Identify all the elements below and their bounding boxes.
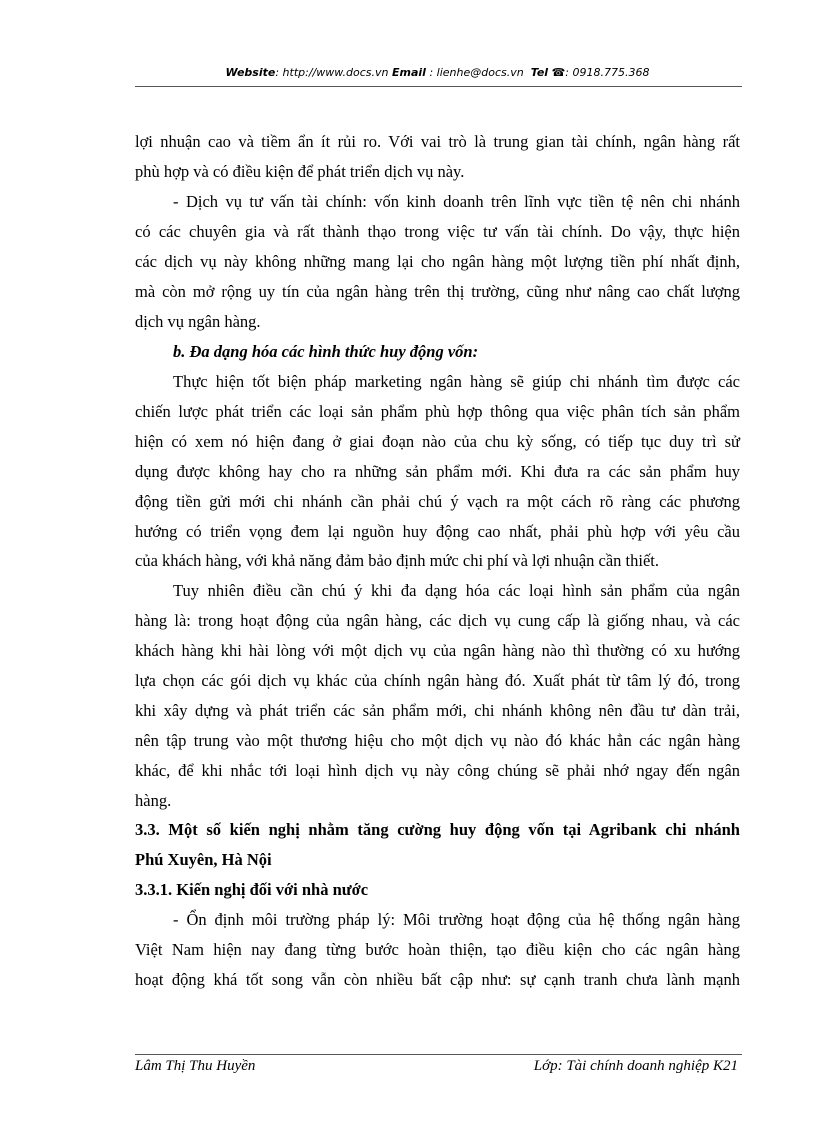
tel-number: : 0918.775.368 — [565, 66, 650, 79]
text-line: hoạt động khá tốt song vẫn còn nhiều bất cập như: sự cạnh tranh chưa lành mạnh — [135, 970, 740, 989]
text-line: khi xây dựng và phát triển các sản phẩm mới, chi nhánh không nên đầu tư dàn trải, — [135, 701, 740, 720]
text-line: khách hàng khi hài lòng với một dịch vụ của ngân hàng nào thì thường có xu hướng — [135, 641, 740, 660]
text-line: mà còn mở rộng uy tín của ngân hàng trên thị trường, cũng như nâng cao chất lượng — [135, 282, 740, 301]
text-line: các dịch vụ này không những mang lại cho ngân hàng một lượng tiền phí nhất định, — [135, 252, 740, 271]
text-line: của khách hàng, với khả năng đảm bảo định mức chi phí và lợi nhuận cần thiết. — [135, 551, 659, 570]
text-line: - Ổn định môi trường pháp lý: Môi trường hoạt động của hệ thống ngân hàng — [173, 910, 740, 929]
website-url: : http://www.docs.vn — [275, 66, 389, 79]
tel-label: Tel — [530, 66, 549, 79]
phone-icon: ☎ — [551, 66, 566, 79]
footer-class: Lớp: Tài chính doanh nghiệp K21 — [533, 1058, 738, 1074]
text-line: có các chuyên gia và rất thành thạo trong việc tư vấn tài chính. Do vậy, thực hiện — [135, 222, 740, 241]
text-line: Tuy nhiên điều cần chú ý khi đa dạng hóa các loại hình sản phẩm của ngân — [173, 581, 740, 600]
text-line: hướng có triển vọng đem lại nguồn huy động cao nhất, phải phù hợp với yêu cầu — [135, 522, 740, 541]
page-header — [135, 66, 740, 79]
text-line: hiện có xem nó hiện đang ở giai đoạn nào của chu kỳ sống, có tiếp tục duy trì sử — [135, 432, 740, 451]
text-line: dụng được không hay cho ra những sản phẩm mới. Khi đưa ra các sản phẩm huy — [135, 462, 740, 481]
text-line: khác, để khi nhắc tới loại hình dịch vụ này công chúng sẽ phải nhớ ngay đến ngân — [135, 761, 740, 780]
text-line: nên tập trung vào một thương hiệu cho một dịch vụ nào đó khác hẳn các ngân hàng — [135, 731, 740, 750]
text-line: lợi nhuận cao và tiềm ẩn ít rủi ro. Với vai trò là trung gian tài chính, ngân hàng rất — [135, 132, 740, 151]
email-label: Email — [392, 66, 426, 79]
heading-line: Phú Xuyên, Hà Nội — [135, 850, 272, 869]
text-line: Việt Nam hiện nay đang từng bước hoàn thiện, tạo điều kiện cho các ngân hàng — [135, 940, 740, 959]
website-label: Website — [225, 66, 276, 79]
heading-line: b. Đa dạng hóa các hình thức huy động vốn: — [173, 342, 479, 361]
text-line: dịch vụ ngân hàng. — [135, 312, 261, 331]
text-line: - Dịch vụ tư vấn tài chính: vốn kinh doanh trên lĩnh vực tiền tệ nên chi nhánh — [173, 192, 740, 211]
text-line: hàng là: trong hoạt động của ngân hàng, các dịch vụ cung cấp là giống nhau, và các — [135, 611, 740, 630]
email-address: : lienhe@docs.vn — [425, 66, 524, 79]
text-line: Thực hiện tốt biện pháp marketing ngân hàng sẽ giúp chi nhánh tìm được các — [173, 372, 740, 391]
text-line: lựa chọn các gói dịch vụ khác của chính ngân hàng đó. Xuất phát từ tâm lý đó, trong — [135, 671, 740, 690]
text-line: hàng. — [135, 791, 172, 810]
footer-rule — [135, 1054, 742, 1055]
heading-line: 3.3.1. Kiến nghị đối với nhà nước — [135, 880, 369, 899]
text-line: chiến lược phát triển các loại sản phẩm phù hợp thông qua việc phân tích sản phẩm — [135, 402, 740, 421]
footer-author: Lâm Thị Thu Huyền — [135, 1058, 256, 1074]
header-rule — [135, 86, 742, 87]
text-line: động tiền gửi mới chi nhánh cần phải chú ý vạch ra một cách rõ ràng các phương — [135, 492, 740, 511]
text-line: phù hợp và có điều kiện để phát triển dịch vụ này. — [135, 162, 465, 181]
heading-line: 3.3. Một số kiến nghị nhằm tăng cường huy động vốn tại Agribank chi nhánh — [135, 820, 740, 839]
